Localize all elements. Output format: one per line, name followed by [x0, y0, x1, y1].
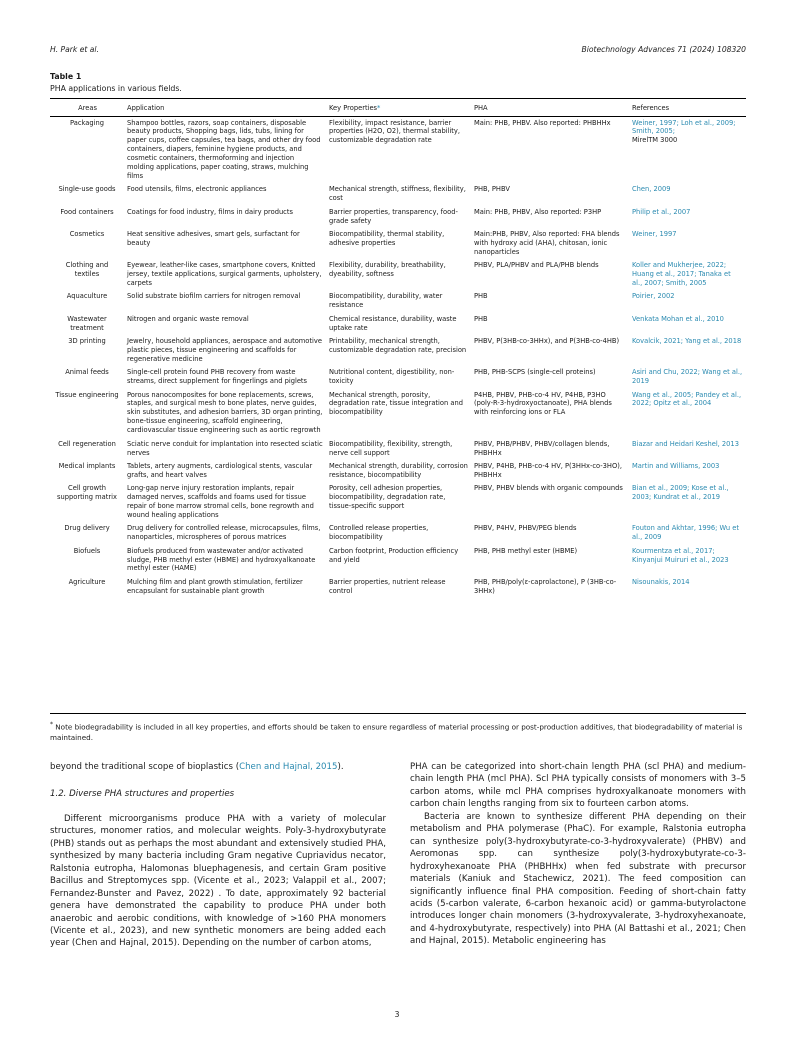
pha-cell: PHBV, P(3HB-co-3HHx), and P(3HB-co-4HB)	[474, 337, 620, 346]
table-row	[50, 389, 746, 438]
application-cell: Long-gap nerve injury restoration implants, repair damaged nerves, scaffolds and foams used for tissue repair of bone marrow stromal cells, bone regrowth and wound healing applications	[127, 484, 314, 519]
application-cell: Porous nanocomposites for bone replacements, screws, staples, and surgical mesh to bone plates, nerve guides, skin substitutes, and adhesion barriers, 3D organ printing, bone-tissue engineering, scaffold engineering, cardiovascular tissue engineering such as aortic regrowth	[127, 390, 323, 435]
table-row	[50, 291, 746, 313]
references-cell[interactable]: Poirier, 2002	[632, 292, 675, 301]
application-cell: Drug delivery for controlled release, microcapsules, films, nanoparticles, microspheres of porous matrices	[127, 524, 321, 542]
table-bottom-rule	[50, 713, 746, 714]
application-cell: Mulching film and plant growth stimulation, fertilizer encapsulant for sustainable plant growth	[127, 577, 303, 595]
area-cell: Aquaculture	[66, 292, 108, 301]
properties-footnote-mark: *	[377, 104, 381, 113]
references-cell[interactable]: Asiri and Chu, 2022; Wang et al., 2019	[632, 368, 743, 386]
table-row	[50, 206, 746, 228]
table-label: Table 1	[50, 72, 82, 81]
properties-cell: Barrier properties, transparency, food-grade safety	[329, 207, 458, 225]
references-cell[interactable]: Weiner, 1997	[632, 229, 677, 238]
pha-cell: PHB	[474, 314, 488, 323]
pha-cell: Main:PHB, PHBV, Also reported: FHA blends with hydroxy acid (AHA), chitosan, ionic nanoparticles	[474, 229, 620, 256]
application-cell: Solid substrate biofilm carriers for nitrogen removal	[127, 292, 301, 301]
table-row	[50, 460, 746, 482]
header-application: Application	[124, 101, 326, 117]
application-cell: Single-cell protein found PHB recovery from waste streams, direct supplement for fingerlings and piglets	[127, 368, 308, 386]
paragraph-intro-end: beyond the traditional scope of bioplastics (Chen and Hajnal, 2015).	[50, 762, 344, 772]
pha-cell: P4HB, PHBV, PHB-co-4 HV, P4HB, P3HO (poly-R-3-hydroxyoctanoate), PHA blends with reinforcing ions or FLA	[474, 390, 612, 417]
pha-cell: PHBV, P4HB, PHB-co-4 HV, P(3HHx-co-3HO), PHBHHx	[474, 461, 622, 479]
application-cell: Jewelry, household appliances, aerospace and automotive plastic pieces, tissue engineering and scaffolds for regenerative medicine	[127, 337, 322, 363]
area-cell: Biofuels	[73, 546, 101, 555]
properties-cell: Porosity, cell adhesion properties, biocompatibility, degradation rate, tissue-specific support	[329, 484, 446, 511]
paragraph-bacteria: Bacteria are known to synthesize different PHA depending on their metabolism and PHA polymerase (PhaC). For example, Ralstonia eutropha can synthesize poly(3-hydroxybutyrate-co-3-hydroxyvalerate) (PHBV) and Aeromonas spp. can synthesize poly(3-hydroxybutyrate-co-3-hydroxyhexanoate PHA (PHBHHx) when fed substrate with precursor materials (Kaniuk and Stachewicz, 2021). The feed composition can significantly influence final PHA composition. Feeding of short-chain fatty acids (5-carbon valerate, 6-carbon hexanoic acid) or gamma-butyrolactone introduces longer chain monomers (3-hydroxyvalerate, 3-hydroxyhexanoate, and 4-hydroxybutyrate, respectively) into PHA (Al Battashi et al., 2021; Chen and Hajnal, 2015). Metabolic engineering has	[410, 811, 746, 947]
pha-cell: PHBV, PHBV blends with organic compounds	[474, 484, 623, 493]
properties-cell: Biocompatibility, thermal stability, adhesive properties	[329, 229, 445, 247]
area-cell: Cell growth supporting matrix	[57, 484, 117, 502]
properties-cell: Mechanical strength, durability, corrosion resistance, biocompatibility	[329, 461, 468, 479]
references-cell[interactable]: Weiner, 1997; Loh et al., 2009; Smith, 2005; MirelTM 3000	[629, 117, 746, 184]
properties-cell: Flexibility, durability, breathability, dyeability, softness	[329, 261, 446, 279]
header-areas: Areas	[50, 101, 124, 117]
area-cell: Medical implants	[58, 461, 116, 470]
properties-cell: Mechanical strength, stiffness, flexibility, cost	[329, 185, 466, 203]
references-cell[interactable]: Chen, 2009	[632, 185, 671, 194]
pha-cell: PHB, PHBV	[474, 185, 510, 194]
area-cell: Animal feeds	[65, 368, 109, 377]
application-cell: Heat sensitive adhesives, smart gels, surfactant for beauty	[127, 229, 300, 247]
table-row	[50, 228, 746, 259]
area-cell: Agriculture	[68, 577, 106, 586]
pha-cell: PHBV, P4HV, PHBV/PEG blends	[474, 524, 577, 533]
properties-cell: Carbon footprint, Production efficiency and yield	[329, 546, 459, 564]
table-header-row	[50, 101, 746, 117]
references-cell[interactable]: Martin and Williams, 2003	[632, 461, 720, 470]
references-cell[interactable]: Biazar and Heidari Keshel, 2013	[632, 439, 739, 448]
application-cell: Food utensils, films, electronic appliances	[127, 185, 267, 194]
header-references: References	[629, 101, 746, 117]
properties-cell: Biocompatibility, flexibility, strength, nerve cell support	[329, 439, 453, 457]
pha-cell: Main: PHB, PHBV. Also reported: PHBHHx	[474, 118, 611, 127]
application-cell: Tablets, artery augments, cardiological stents, vascular grafts, and heart valves	[127, 461, 313, 479]
pha-cell: PHBV, PHB/PHBV, PHBV/collagen blends, PHBHHx	[474, 439, 610, 457]
pha-cell: PHB	[474, 292, 488, 301]
table-row	[50, 576, 746, 598]
application-cell: Shampoo bottles, razors, soap containers, disposable beauty products, Shopping bags, lids, tubs, lining for paper cups, coffee capsules, tea bags, and other dry food containers, diapers, feminine hygiene products, and cosmetic containers, thermoforming and injection molding applications, paper coating, straws, mulching films	[127, 118, 321, 180]
pha-cell: PHBV, PLA/PHBV and PLA/PHB blends	[474, 261, 599, 270]
area-cell: Packaging	[70, 118, 104, 127]
properties-cell: Chemical resistance, durability, waste uptake rate	[329, 314, 457, 332]
running-header-journal: Biotechnology Advances 71 (2024) 108320	[581, 45, 746, 54]
table-row	[50, 313, 746, 335]
table-row	[50, 184, 746, 206]
area-cell: Wastewater treatment	[67, 314, 107, 332]
pha-cell: PHB, PHB-SCPS (single-cell proteins)	[474, 368, 596, 377]
references-cell[interactable]: Nisounakis, 2014	[632, 577, 690, 586]
footnote-mark: *	[50, 721, 53, 728]
references-cell[interactable]: Philip et al., 2007	[632, 207, 691, 216]
running-header-authors: H. Park et al.	[50, 45, 99, 54]
references-cell[interactable]: Wang et al., 2005; Pandey et al., 2022; Opitz et al., 2004	[632, 390, 742, 408]
area-cell: Cell regeneration	[58, 439, 116, 448]
application-cell: Eyewear, leather-like cases, smartphone covers, Knitted jersey, textile applications, surgical garments, upholstery, carpets	[127, 261, 322, 287]
references-cell[interactable]: Venkata Mohan et al., 2010	[632, 314, 724, 323]
area-cell: Drug delivery	[64, 524, 110, 533]
application-cell: Nitrogen and organic waste removal	[127, 314, 249, 323]
table-footnote	[50, 721, 746, 743]
properties-cell: Controlled release properties, biocompatibility	[329, 524, 429, 542]
properties-cell: Flexibility, impact resistance, barrier properties (H2O, O2), thermal stability, customizable degradation rate	[329, 118, 460, 145]
application-cell: Sciatic nerve conduit for implantation into resected sciatic nerves	[127, 439, 323, 457]
references-cell[interactable]: Koller and Mukherjee, 2022; Huang et al., 2017; Tanaka et al., 2007; Smith, 2005	[632, 261, 731, 287]
pha-cell: Main: PHB, PHBV, Also reported: P3HP	[474, 207, 602, 216]
table-row	[50, 367, 746, 389]
area-cell: Cosmetics	[69, 229, 105, 238]
area-cell: Clothing and textiles	[65, 261, 109, 279]
area-cell: Food containers	[60, 207, 114, 216]
paragraph-structures: Different microorganisms produce PHA with a variety of molecular structures, monomer ratios, and molecular weights. Poly-3-hydroxybutyrate (PHB) stands out as perhaps the most abundant and extensively studied PHA, synthesized by many bacteria including Gram negative Cupriavidus necator, Ralstonia eutropha, Halomonas bluephagenesis, and certain Gram positive Bacillus and Streptomyces spp. (Vicente et al., 2023; Valappil et al., 2007; Fernandez-Bunster and Pavez, 2022) . To date, approximately 92 bacterial genera have demonstrated the capability to produce PHA under both anaerobic and aerobic conditions, with knowledge of >160 PHA monomers (Vicente et al., 2023), and new synthetic monomers are being added each year (Chen and Hajnal, 2015). Depending on the number of carbon atoms,	[50, 813, 386, 949]
application-cell: Biofuels produced from wastewater and/or activated sludge, PHB methyl ester (HBME) and hydroxyalkanoate methyl ester (HAME)	[127, 546, 316, 573]
table-row	[50, 260, 746, 291]
table-row	[50, 336, 746, 367]
area-cell: Single-use goods	[58, 185, 116, 194]
table-row	[50, 545, 746, 576]
area-cell: Tissue engineering	[55, 390, 119, 399]
header-key-properties: Key Properties*	[326, 101, 471, 117]
table-caption: PHA applications in various fields.	[50, 84, 182, 93]
application-cell: Coatings for food industry, films in dairy products	[127, 207, 293, 216]
pha-applications-table	[50, 101, 746, 599]
pha-cell: PHB, PHB/poly(ε-caprolactone), P (3HB-co-3HHx)	[474, 577, 617, 595]
body-column-left	[50, 761, 386, 950]
references-cell[interactable]: Fouton and Akhtar, 1996; Wu et al., 2009	[632, 524, 740, 542]
properties-cell: Printability, mechanical strength, customizable degradation rate, precision	[329, 337, 467, 354]
reference-extra: MirelTM 3000	[632, 136, 678, 145]
references-cell[interactable]: Kovalcik, 2021; Yang et al., 2018	[632, 337, 742, 346]
properties-cell: Barrier properties, nutrient release control	[329, 577, 446, 595]
area-cell: 3D printing	[68, 337, 106, 346]
properties-cell: Nutritional content, digestibility, non-toxicity	[329, 368, 455, 386]
pha-cell: PHB, PHB methyl ester (HBME)	[474, 546, 578, 555]
references-cell[interactable]: Kourmentza et al., 2017; Kinyanjui Muiruri et al., 2023	[632, 546, 729, 564]
page-number: 3	[394, 1010, 400, 1019]
citation-link[interactable]: Chen and Hajnal, 2015	[239, 762, 338, 772]
paragraph-scl-mcl: PHA can be categorized into short-chain length PHA (scl PHA) and medium-chain length PHA (mcl PHA). Scl PHA typically consists of monomers with 3–5 carbon atoms, while mcl PHA comprises hydroxyalkanoate monomers with carbon chain lengths ranging from six to fourteen carbon atoms.	[410, 762, 746, 810]
references-cell[interactable]: Bian et al., 2009; Kose et al., 2003; Kundrat et al., 2019	[632, 484, 729, 502]
properties-cell: Mechanical strength, porosity, degradation rate, tissue integration and biocompatibility	[329, 390, 463, 417]
section-heading: 1.2. Diverse PHA structures and properties	[50, 789, 235, 800]
table-row	[50, 523, 746, 545]
properties-cell: Biocompatibility, durability, water resistance	[329, 292, 443, 310]
table-row	[50, 117, 746, 184]
table-row	[50, 483, 746, 523]
table-top-rule	[50, 98, 746, 99]
header-pha: PHA	[471, 101, 629, 117]
table-row	[50, 438, 746, 460]
body-column-right	[410, 761, 746, 948]
footnote-text: Note biodegradability is included in all key properties, and efforts should be taken to ensure regardless of material processing or post-production additives, that biodegradability of material is maintained.	[50, 722, 743, 742]
